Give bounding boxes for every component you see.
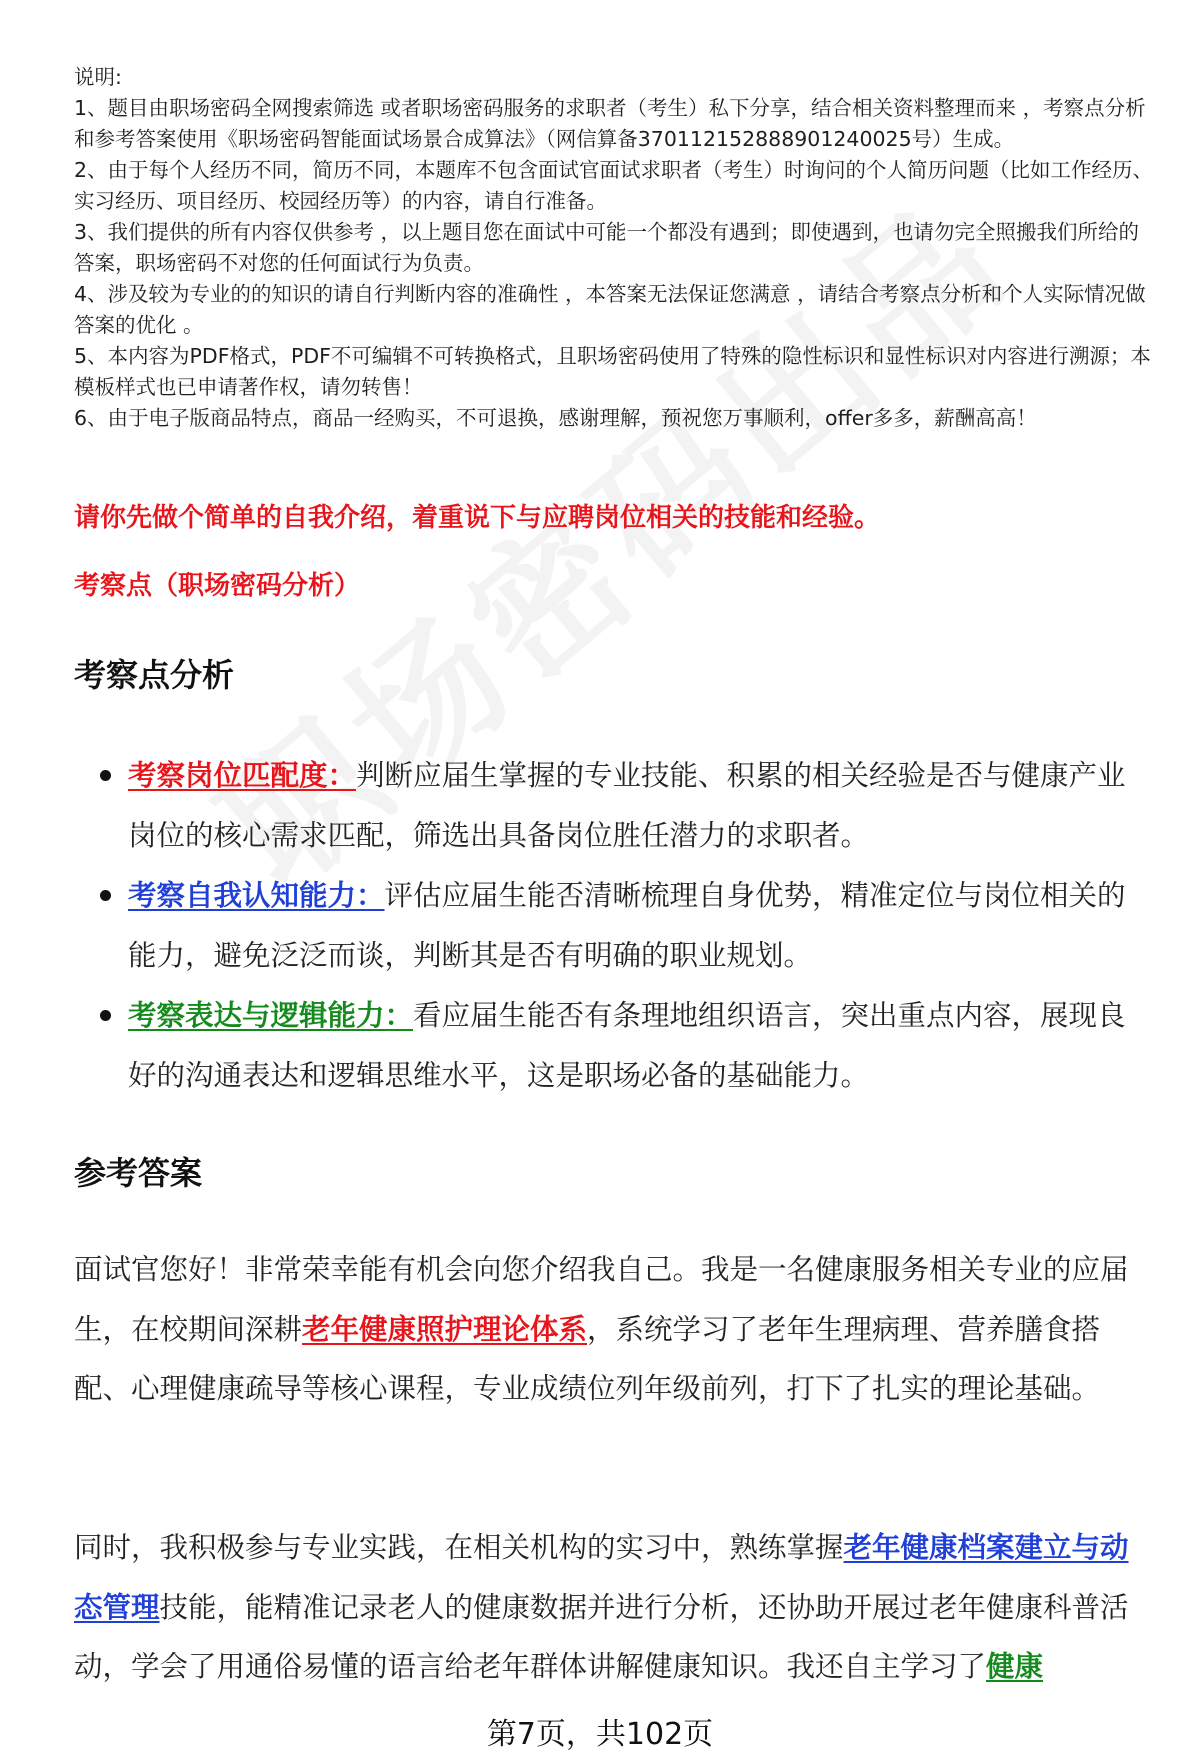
answer-text: ，系统学习了老年生理病理、营养膳食搭配、心理健康疏导等核心课程，专业成绩位列年级前列，打下了扎实的理论基础。 [74, 1312, 1101, 1405]
list-item [100, 746, 1150, 866]
bullet-dot [100, 890, 111, 901]
question-title: 请你先做个简单的自我介绍，着重说下与应聘岗位相关的技能和经验。 [74, 503, 881, 533]
answer-text: 面试官您好！非常荣幸能有机会向您介绍我自己。我是一名健康服务相关专业的应届生，在校期间深耕 [74, 1253, 1129, 1346]
list-item [100, 866, 1150, 986]
answer-keyword: 健康 [986, 1650, 1044, 1683]
note-item: 4、涉及较为专业的的知识的请自行判断内容的准确性 ，本答案无法保证您满意 ，请结合考察点分析和个人实际情况做答案的优化 。 [74, 282, 1146, 337]
bullet-dot [100, 1010, 111, 1021]
bullet-keyword: 考察表达与逻辑能力： [128, 999, 414, 1032]
answer-text: 同时，我积极参与专业实践，在相关机构的实习中，熟练掌握 [74, 1531, 844, 1564]
bullet-text: 评估应届生能否清晰梳理自身优势，精准定位与岗位相关的能力，避免泛泛而谈，判断其是否有明确的职业规划。 [128, 879, 1126, 972]
answer-keyword: 老年健康照护理论体系 [302, 1312, 588, 1346]
bullet-dot [100, 770, 111, 781]
note-item: 2、由于每个人经历不同，简历不同，本题库不包含面试官面试求职者（考生）时询问的个人简历问题（比如工作经历、实习经历、项目经历、校园经历等）的内容，请自行准备。 [74, 158, 1154, 213]
notes-title: 说明: [74, 65, 122, 89]
notes-section [74, 62, 1154, 434]
answer-text: 技能，能精准记录老人的健康数据并进行分析，还协助开展过老年健康科普活动，学会了用通俗易懂的语言给老年群体讲解健康知识。我还自主学习了 [74, 1590, 1129, 1683]
note-item: 6、由于电子版商品特点，商品一经购买，不可退换，感谢理解，预祝您万事顺利，offer多多，薪酬高高！ [74, 406, 1037, 430]
bullet-keyword: 考察自我认知能力： [128, 879, 385, 912]
answer-paragraph-1 [74, 1240, 1154, 1419]
note-item: 3、我们提供的所有内容仅供参考 ，以上题目您在面试中可能一个都没有遇到；即使遇到，也请勿完全照搬我们所给的答案，职场密码不对您的任何面试行为负责。 [74, 220, 1140, 275]
answer-paragraph-2 [74, 1518, 1154, 1697]
note-item: 5、本内容为PDF格式，PDF不可编辑不可转换格式，且职场密码使用了特殊的隐性标识和显性标识对内容进行溯源；本模板样式也已申请著作权，请勿转售！ [74, 344, 1151, 399]
kaocha-title: 考察点（职场密码分析） [74, 571, 361, 601]
analysis-heading: 考察点分析 [74, 656, 235, 694]
answer-heading: 参考答案 [74, 1154, 203, 1192]
analysis-list [100, 746, 1150, 1106]
bullet-text: 判断应届生掌握的专业技能、积累的相关经验是否与健康产业岗位的核心需求匹配，筛选出具备岗位胜任潜力的求职者。 [128, 759, 1126, 852]
note-item: 1、题目由职场密码全网搜索筛选 或者职场密码服务的求职者（考生）私下分享，结合相关资料整理而来 ，考察点分析和参考答案使用《职场密码智能面试场景合成算法》（网信算备370112152888901240025号）生成。 [74, 96, 1146, 151]
answer-keyword: 老年健康档案建立与动态管理 [74, 1531, 1129, 1624]
bullet-text: 看应届生能否有条理地组织语言，突出重点内容，展现良好的沟通表达和逻辑思维水平，这是职场必备的基础能力。 [128, 999, 1126, 1092]
page-footer: 第7页，共102页 [486, 1717, 714, 1752]
bullet-keyword: 考察岗位匹配度： [128, 759, 357, 792]
list-item [100, 986, 1150, 1106]
